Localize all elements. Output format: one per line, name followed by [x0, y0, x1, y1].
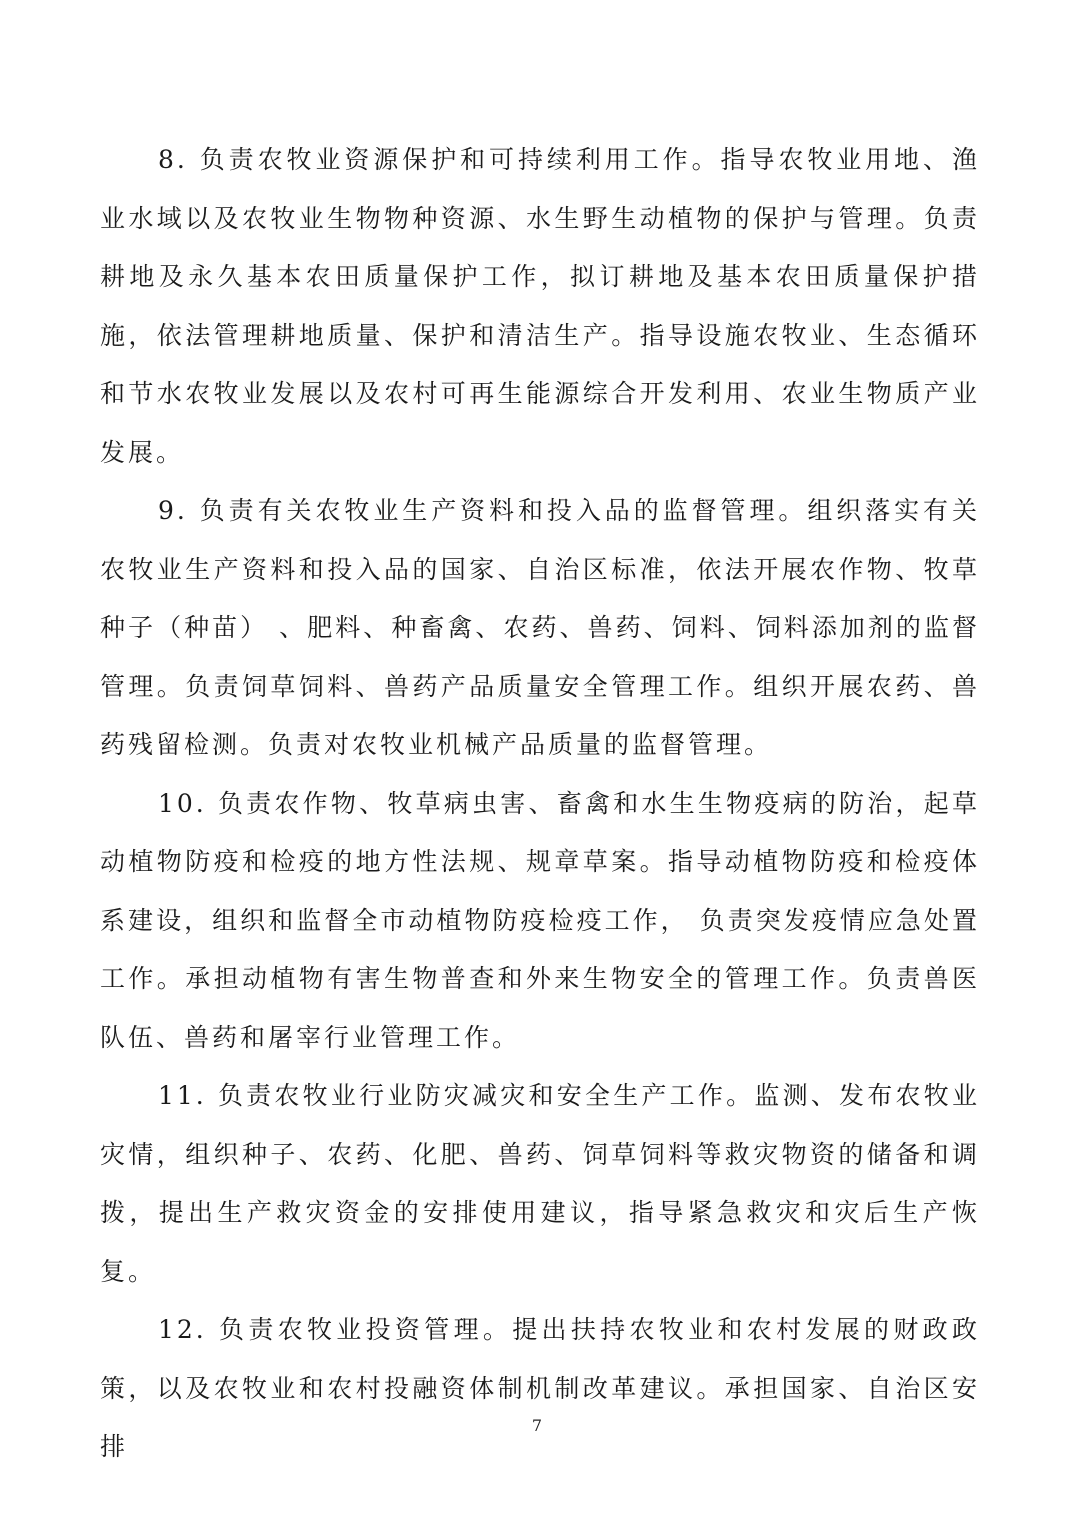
body-text	[100, 131, 980, 1477]
paragraph-item-10: 10. 负责农作物、牧草病虫害、畜禽和水生生物疫病的防治，起草动植物防疫和检疫的地方性法规、规章草案。指导动植物防疫和检疫体系建设，组织和监督全市动植物防疫检疫工作， 负责突发疫情应急处置工作。承担动植物有害生物普查和外来生物安全的管理工作。负责兽医队伍、兽药和屠宰行业管理工作。	[100, 788, 980, 1052]
paragraph-item-11: 11. 负责农牧业行业防灾减灾和安全生产工作。监测、发布农牧业灾情，组织种子、农药、化肥、兽药、饲草饲料等救灾物资的储备和调拨，提出生产救灾资金的安排使用建议，指导紧急救灾和灾后生产恢复。	[100, 1081, 980, 1286]
page-number: 7	[531, 1416, 543, 1435]
paragraph-item-12: 12. 负责农牧业投资管理。提出扶持农牧业和农村发展的财政政策，以及农牧业和农村投融资体制机制改革建议。承担国家、自治区安排	[100, 1315, 980, 1461]
paragraph-item-9: 9. 负责有关农牧业生产资料和投入品的监督管理。组织落实有关农牧业生产资料和投入品的国家、自治区标准，依法开展农作物、牧草种子（种苗） 、肥料、种畜禽、农药、兽药、饲料、饲料添加剂的监督管理。负责饲草饲料、兽药产品质量安全管理工作。组织开展农药、兽药残留检测。负责对农牧业机械产品质量的监督管理。	[100, 496, 980, 759]
paragraph-item-8: 8. 负责农牧业资源保护和可持续利用工作。指导农牧业用地、渔业水域以及农牧业生物物种资源、水生野生动植物的保护与管理。负责耕地及永久基本农田质量保护工作，拟订耕地及基本农田质量保护措施，依法管理耕地质量、保护和清洁生产。指导设施农牧业、生态循环和节水农牧业发展以及农村可再生能源综合开发利用、农业生物质产业发展。	[100, 145, 980, 467]
